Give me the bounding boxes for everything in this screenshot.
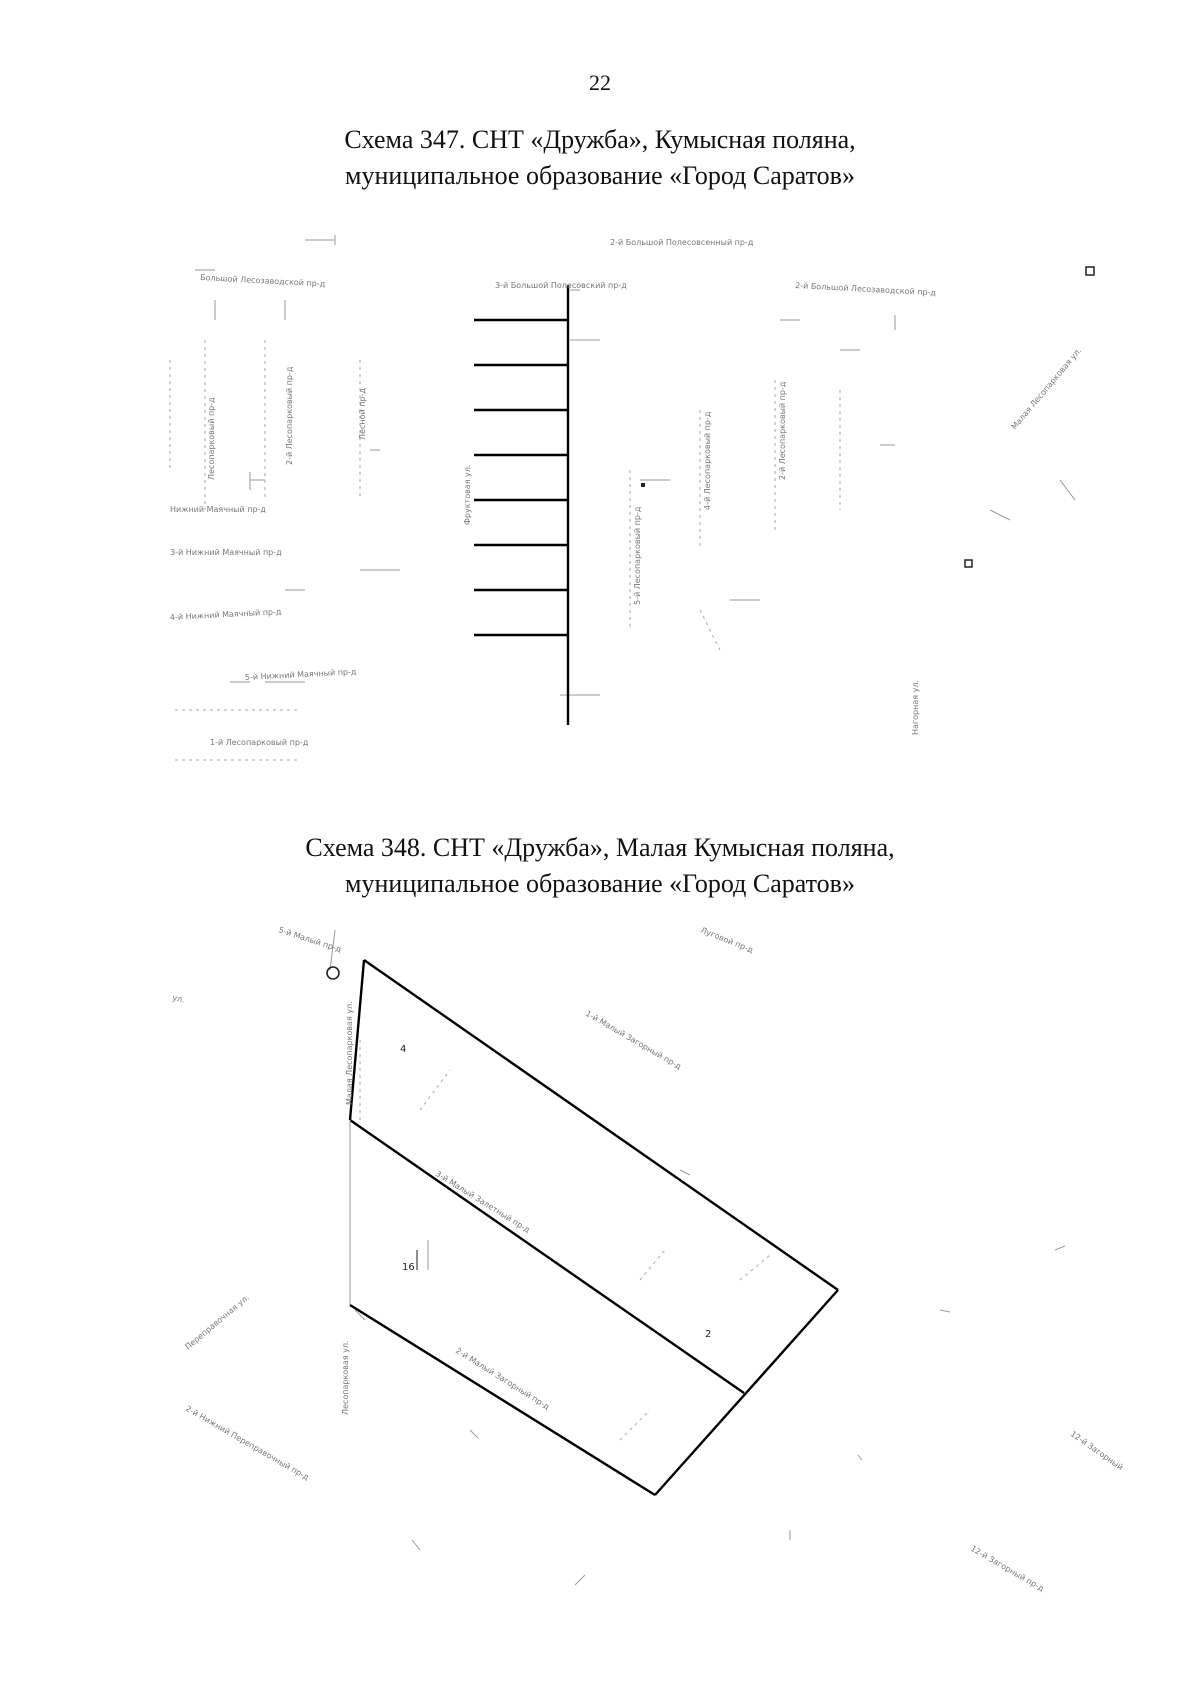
scheme-347-map xyxy=(0,210,1200,810)
street-label: 1-й Малый Загорный пр-д xyxy=(584,1008,683,1072)
street-label: Нижний Маячный пр-д xyxy=(170,505,266,514)
scheme-348-title-line-2: муниципальное образование «Город Саратов» xyxy=(345,869,855,898)
lot-number: 4 xyxy=(400,1044,407,1055)
street-label: 2-й Малый Загорный пр-д xyxy=(453,1346,552,1412)
street-label: 3-й Малый Залетный пр-д xyxy=(433,1169,532,1235)
street-label: 5-й Нижний Маячный пр-д xyxy=(244,667,357,682)
street-label: 2-й Большой Лесозаводской пр-д xyxy=(794,281,937,298)
street-label: 5-й Лесопарковый пр-д xyxy=(633,506,642,605)
territory-boundary xyxy=(350,960,838,1495)
street-label: Фруктовая ул. xyxy=(463,464,472,525)
street-label: 4-й Нижний Маячный пр-д xyxy=(169,607,282,622)
street-label: 4-й Лесопарковый пр-д xyxy=(703,411,712,510)
page-number: 22 xyxy=(589,70,611,95)
street-label: 2-й Нижний Переправочный пр-д xyxy=(184,1403,311,1483)
scheme-347-svg xyxy=(0,210,1200,810)
street-label: 12-й Загорный xyxy=(1068,1429,1125,1473)
street-label: Луговой пр-д xyxy=(699,925,755,955)
street-label: 3-й Большой Полесовский пр-д xyxy=(495,281,627,290)
lot-number: 2 xyxy=(705,1329,712,1340)
scheme-348-svg xyxy=(0,910,1200,1610)
street-label: Большой Лесозаводской пр-д xyxy=(199,273,326,289)
scheme-347-title xyxy=(0,122,1200,194)
street-label: Переправочная ул. xyxy=(183,1292,251,1352)
boundary-edge-se xyxy=(655,1290,838,1495)
boundary-edge-ne xyxy=(364,960,838,1290)
background-streets xyxy=(330,930,1065,1585)
street-label: Нагорная ул. xyxy=(911,680,920,735)
scheme-348-title-line-1: Схема 348. СНТ «Дружба», Малая Кумысная поляна, xyxy=(305,833,895,862)
boundary-inner-line xyxy=(350,1120,744,1393)
map-marker-icon xyxy=(1086,267,1094,275)
territory-boundary xyxy=(474,285,568,725)
street-label: 12-й Загорный пр-д xyxy=(969,1543,1046,1594)
street-label: 1-й Лесопарковый пр-д xyxy=(210,738,309,747)
map-marker-icon xyxy=(327,967,339,979)
street-label: 2-й Лесопарковый пр-д xyxy=(778,381,787,480)
scheme-348-title xyxy=(0,830,1200,902)
street-label: Лесопарковая ул. xyxy=(341,1340,350,1415)
street-label: 2-й Лесопарковый пр-д xyxy=(285,366,294,465)
street-label: 2-й Большой Полесовсенный пр-д xyxy=(610,238,754,247)
street-label: Лесопарковый пр-д xyxy=(207,397,216,480)
lot-number: 16 xyxy=(402,1262,415,1273)
scheme-348-map xyxy=(0,910,1200,1610)
street-label: Малая Лесопарковая ул. xyxy=(345,1001,354,1105)
street-label: 3-й Нижний Маячный пр-д xyxy=(170,548,282,557)
boundary-edge-sw xyxy=(350,1305,655,1495)
background-streets xyxy=(170,235,1075,760)
street-label: ул. xyxy=(171,993,186,1005)
scheme-347-title-line-2: муниципальное образование «Город Саратов» xyxy=(345,161,855,190)
scheme-347-title-line-1: Схема 347. СНТ «Дружба», Кумысная поляна, xyxy=(344,125,856,154)
street-label: Малая Лесопарковая ул. xyxy=(1009,346,1084,432)
street-label: 5-й Малый пр-д xyxy=(277,925,343,955)
map-marker-icon xyxy=(965,560,972,567)
map-marker-icon xyxy=(641,483,645,487)
street-label: Лесной пр-д xyxy=(358,388,367,440)
